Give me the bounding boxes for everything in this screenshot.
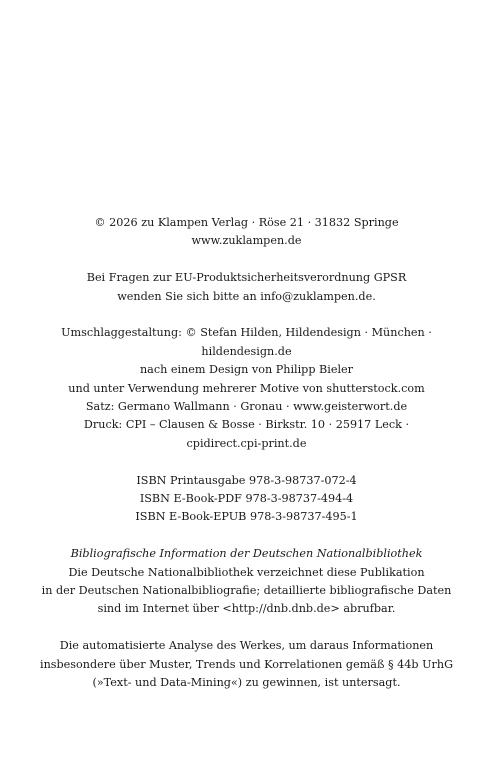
dnb-line-1: Die Deutsche Nationalbibliothek verzeichnet diese Publikation xyxy=(68,565,425,579)
tdm-line-1: Die automatisierte Analyse des Werkes, um daraus Informationen xyxy=(59,639,434,653)
tdm-line-2: insbesondere über Muster, Trends und Korrelationen gemäß § 44b UrhG xyxy=(40,657,454,671)
typesetting-credit: Satz: Germano Wallmann · Gronau · www.geisterwort.de xyxy=(85,400,408,414)
isbn-block xyxy=(40,472,453,527)
printing-credit: Druck: CPI – Clausen & Bosse · Birkstr. 10 · 25917 Leck · xyxy=(83,418,410,432)
publisher-website: www.zuklampen.de xyxy=(191,234,302,248)
dnb-heading: Bibliografische Information der Deutschen Nationalbibliothek xyxy=(70,547,423,561)
dnb-line-2: in der Deutschen Nationalbibliografie; detaillierte bibliografische Daten xyxy=(41,584,452,598)
design-origin-credit: nach einem Design von Philipp Bieler xyxy=(139,363,354,377)
isbn-pdf: ISBN E-Book-PDF 978-3-98737-494-4 xyxy=(139,492,354,506)
dnb-block xyxy=(40,545,453,619)
image-source-credit: und unter Verwendung mehrerer Motive von shutterstock.com xyxy=(68,381,425,395)
tdm-block xyxy=(40,637,453,692)
gpsr-line-1: Bei Fragen zur EU-Produktsicherheitsverordnung GPSR xyxy=(86,271,407,285)
isbn-print: ISBN Printausgabe 978-3-98737-072-4 xyxy=(136,473,357,487)
printing-website: cpidirect.cpi-print.de xyxy=(186,436,307,450)
credits-block xyxy=(40,324,453,453)
gpsr-line-2: wenden Sie sich bitte an info@zuklampen.de. xyxy=(117,289,376,303)
imprint-section xyxy=(40,214,453,692)
dnb-line-3: sind im Internet über <http://dnb.dnb.de> abrufbar. xyxy=(97,602,396,616)
gpsr-block xyxy=(40,269,453,306)
publisher-address: © 2026 zu Klampen Verlag · Röse 21 · 31832 Springe xyxy=(94,216,399,229)
isbn-epub: ISBN E-Book-EPUB 978-3-98737-495-1 xyxy=(135,510,358,524)
cover-design-website: hildendesign.de xyxy=(201,344,292,358)
publisher-block xyxy=(40,214,453,251)
cover-design-credit: Umschlaggestaltung: © Stefan Hilden, Hildendesign · München · xyxy=(61,326,432,340)
tdm-line-3: (»Text- und Data-Mining«) zu gewinnen, ist untersagt. xyxy=(92,676,401,690)
